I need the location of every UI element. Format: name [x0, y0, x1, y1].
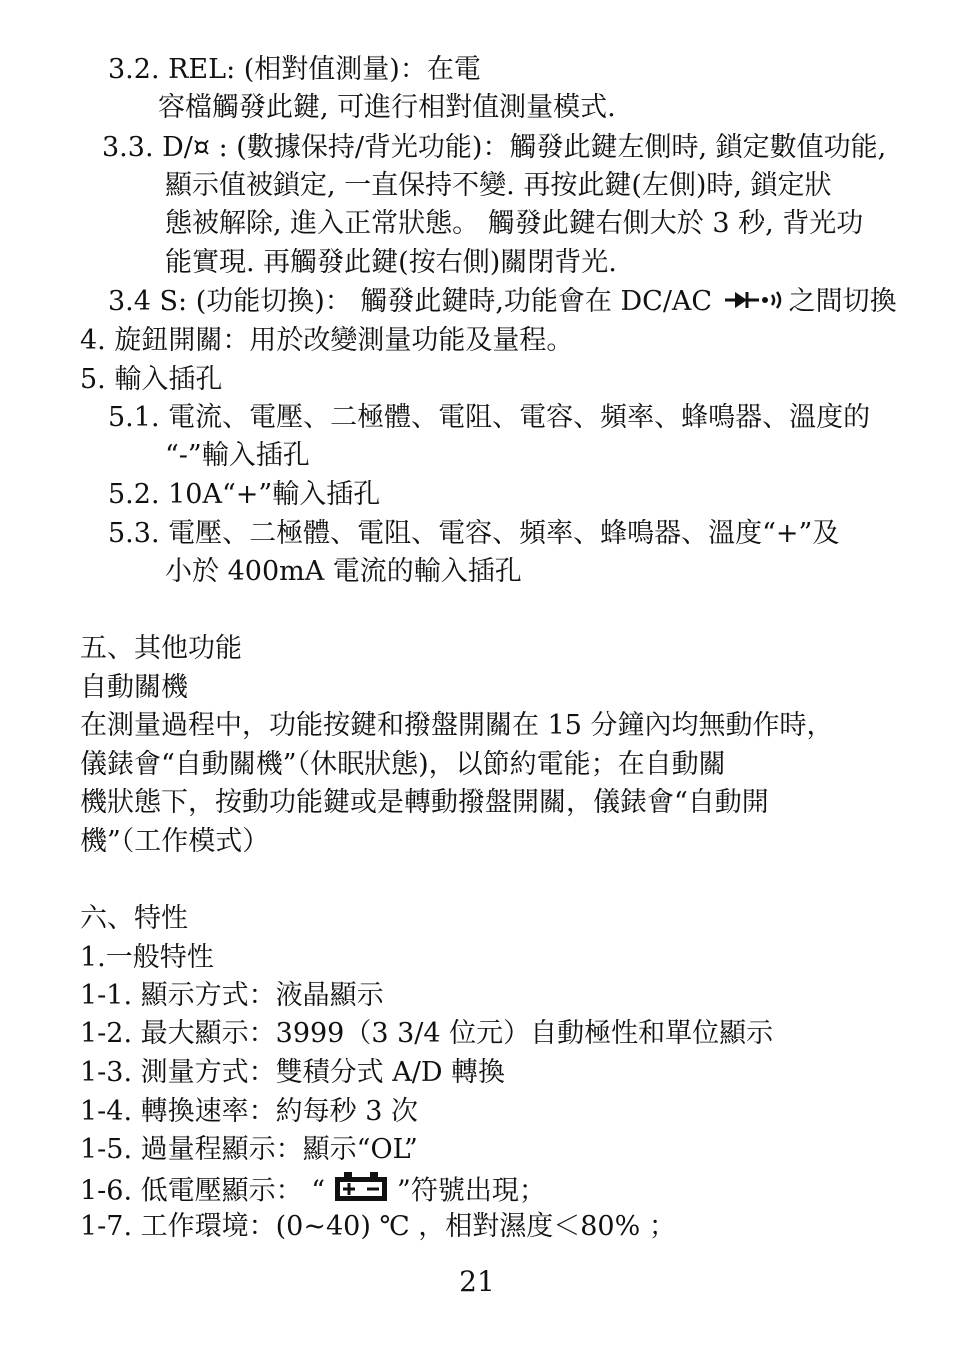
spec-1-1: 1-1. 顯示方式：液晶顯示	[80, 980, 384, 1011]
item-5-1-line-1: 5.1. 電流、電壓、二極體、電阻、電容、頻率、蜂鳴器、溫度的	[108, 402, 871, 433]
item-3-3-line-1: 3.3. D/¤ : (數據保持/背光功能)：觸發此鍵左側時, 鎖定數值功能,	[102, 132, 887, 163]
spec-1-6-text-before: 1-6. 低電壓顯示： “	[80, 1175, 326, 1207]
spec-1-6-text-after: ”符號出現；	[397, 1175, 546, 1207]
spec-1-6	[80, 1171, 546, 1207]
spec-1-5: 1-5. 過量程顯示：顯示“OL”	[80, 1134, 418, 1165]
section-5-para-line-1: 在測量過程中，功能按鍵和撥盤開關在 15 分鐘內均無動作時，	[80, 710, 834, 741]
item-5-title: 5. 輸入插孔	[80, 364, 223, 395]
item-5-2: 5.2. 10A“+”輸入插孔	[108, 479, 381, 510]
item-3-3-line-2: 顯示值被鎖定, 一直保持不變. 再按此鍵(左側)時, 鎖定狀	[165, 170, 832, 201]
section-6-subheading: 1.一般特性	[80, 942, 214, 973]
diode-continuity-icon	[723, 285, 787, 321]
spec-1-2: 1-2. 最大顯示：3999（3 3/4 位元）自動極性和單位顯示	[80, 1018, 774, 1049]
section-5-para-line-3: 機狀態下，按動功能鍵或是轉動撥盤開關，儀錶會“自動開	[80, 787, 769, 818]
item-5-3-line-2: 小於 400mA 電流的輸入插孔	[165, 556, 522, 587]
item-3-3-line-3: 態被解除, 進入正常狀態。 觸發此鍵右側大於 3 秒, 背光功	[165, 208, 864, 239]
spec-1-4: 1-4. 轉換速率：約每秒 3 次	[80, 1096, 418, 1127]
item-5-3-line-1: 5.3. 電壓、二極體、電阻、電容、頻率、蜂鳴器、溫度“+”及	[108, 518, 840, 549]
section-5-para-line-4: 機”（工作模式）	[80, 826, 270, 857]
item-5-1-line-2: “-”輸入插孔	[165, 440, 310, 471]
section-5-para-line-2: 儀錶會“自動關機”（休眠狀態)，以節約電能；在自動關	[80, 749, 726, 780]
item-3-2-line-2: 容檔觸發此鍵, 可進行相對值測量模式.	[158, 92, 616, 123]
spec-1-7: 1-7. 工作環境：(0~40) ℃ ，相對濕度＜80% ；	[80, 1211, 676, 1242]
spec-1-3: 1-3. 測量方式：雙積分式 A/D 轉換	[80, 1057, 506, 1088]
item-3-4-text-after: 之間切換	[788, 286, 897, 317]
item-3-2-line-1: 3.2. REL: (相對值測量)：在電	[108, 54, 481, 85]
section-5-heading: 五、其他功能	[80, 633, 242, 664]
item-3-3-line-4: 能實現. 再觸發此鍵(按右側)關閉背光.	[165, 247, 617, 278]
section-6-heading: 六、特性	[80, 903, 188, 934]
section-5-subheading: 自動關機	[80, 672, 188, 703]
item-4: 4. 旋鈕開關：用於改變測量功能及量程。	[80, 325, 574, 356]
page-number: 21	[459, 1265, 495, 1298]
item-3-4-text-before: 3.4 S: (功能切換)： 觸發此鍵時,功能會在 DC/AC	[108, 286, 721, 317]
low-battery-icon	[333, 1171, 389, 1213]
item-3-4-line	[108, 284, 897, 320]
